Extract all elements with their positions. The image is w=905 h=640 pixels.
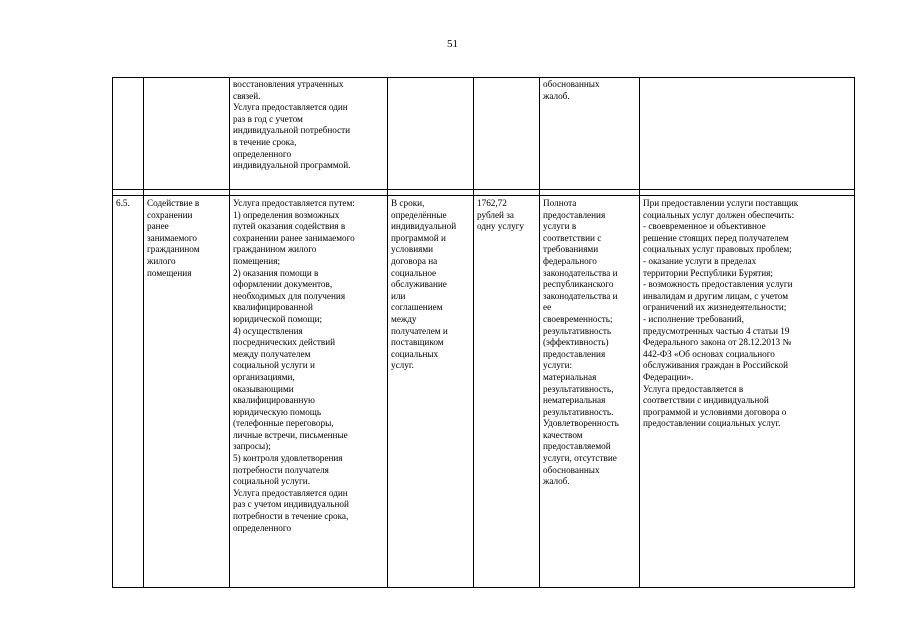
text-line: посреднических действий <box>233 337 336 348</box>
text-line: запросы); <box>233 441 271 452</box>
text-line: результативность <box>543 325 612 336</box>
text-line: условиями <box>391 244 434 255</box>
text-line: потребности в течение срока, <box>233 511 349 522</box>
text-line: в течение срока, <box>233 136 297 147</box>
text-line: предоставлении социальных услуг. <box>643 418 781 429</box>
text-line: необходимых для получения <box>233 290 346 301</box>
text-line: получателем и <box>391 325 448 336</box>
text-line: республиканского <box>543 279 614 290</box>
cell-indicators <box>540 78 640 190</box>
text-line: помещения; <box>233 255 280 266</box>
text-line: определенного <box>233 148 292 159</box>
text-line: обслуживание <box>391 279 447 290</box>
text-line: организациями, <box>233 371 295 382</box>
text-line: ранее <box>147 221 169 232</box>
text-line: Содействие в <box>147 198 200 208</box>
text-line: 1762,72 <box>477 198 507 208</box>
text-line: 4) осуществления <box>233 325 303 336</box>
text-line: Федерации». <box>643 371 694 382</box>
text-line: Федерального закона от 28.12.2013 № <box>643 337 792 348</box>
text-line: - своевременное и объективное <box>643 221 766 232</box>
text-line: помещения <box>147 267 192 278</box>
text-line: социальное <box>391 267 437 278</box>
text-line: социальной услуги. <box>233 476 310 487</box>
text-line: обоснованных <box>543 464 600 475</box>
text-line: одну услугу <box>477 221 525 232</box>
text-line: путей оказания содействия в <box>233 221 346 232</box>
text-line: гражданином жилого <box>233 244 317 255</box>
cell-conditions <box>640 78 855 190</box>
text-line: Услуга предоставляется путем: <box>233 198 355 208</box>
cell-service-name <box>144 196 230 588</box>
cell-service-name <box>144 78 230 190</box>
text-line: оказывающими <box>233 383 294 394</box>
text-line: 442-ФЗ «Об основах социального <box>643 348 775 359</box>
text-line: договора на <box>391 255 438 266</box>
text-line: сохранении <box>147 209 193 220</box>
cell-terms <box>388 196 474 588</box>
text-line: ограничений их жизнедеятельности; <box>643 302 787 313</box>
text-line: рублей за <box>477 209 514 220</box>
text-line: ее <box>543 302 552 313</box>
text-line: - исполнение требований, <box>643 313 744 324</box>
text-line: В сроки, <box>391 198 425 208</box>
text-line: поставщиком <box>391 337 444 348</box>
text-line: или <box>391 290 406 301</box>
text-line: предоставления <box>543 209 606 220</box>
text-line: обслуживания граждан в Российской <box>643 360 788 371</box>
text-line: индивидуальной потребности <box>233 125 351 136</box>
text-line: Услуга предоставляется один <box>233 102 348 113</box>
table-row-6-5 <box>113 196 855 588</box>
text-line: восстановления утраченных <box>233 79 344 89</box>
cell-description <box>230 78 388 190</box>
services-table <box>112 77 855 588</box>
text-line: Услуга предоставляется в <box>643 383 744 394</box>
text-line: соглашением <box>391 302 443 313</box>
text-line: определенного <box>233 522 292 533</box>
text-line: гражданином <box>147 244 200 255</box>
page-number: 51 <box>447 38 458 50</box>
text-line: Удовлетворенность <box>543 418 619 429</box>
cell-number <box>113 78 144 190</box>
text-line: юридическую помощь <box>233 406 322 417</box>
text-line: (эффективность) <box>543 337 609 348</box>
text-line: услуги, отсутствие <box>543 453 617 464</box>
text-line: законодательства и <box>543 267 618 278</box>
cell-terms <box>388 78 474 190</box>
text-line: результативность, <box>543 383 614 394</box>
text-line: обоснованных <box>543 79 600 89</box>
text-line: результативность. <box>543 406 614 417</box>
text-line: своевременность; <box>543 313 613 324</box>
table-row-continuation <box>113 78 855 190</box>
cell-description <box>230 196 388 588</box>
text-line: 1) определения возможных <box>233 209 340 220</box>
text-line: соответствии с <box>543 232 602 243</box>
text-line: юридической помощи; <box>233 313 323 324</box>
text-line: инвалидам и другим лицам, с учетом <box>643 290 789 301</box>
text-line: программой и условиями договора о <box>643 406 787 417</box>
text-line: между <box>391 313 417 324</box>
text-line: потребности получателя <box>233 464 329 475</box>
text-line: Полнота <box>543 198 577 208</box>
text-line: - возможность предоставления услуги <box>643 279 793 290</box>
text-line: связей. <box>233 90 261 101</box>
text-line: законодательства и <box>543 290 618 301</box>
text-line: услуги в <box>543 221 577 232</box>
text-line: занимаемого <box>147 232 197 243</box>
text-line: (телефонные переговоры, <box>233 418 334 429</box>
cell-tariff <box>474 78 540 190</box>
text-line: предоставления <box>543 348 606 359</box>
text-line: жилого <box>147 255 176 266</box>
text-line: услуг. <box>391 360 414 371</box>
text-line: определённые <box>391 209 447 220</box>
text-line: соответствии с индивидуальной <box>643 395 769 406</box>
text-line: сохранении ранее занимаемого <box>233 232 355 243</box>
text-line: 2) оказания помощи в <box>233 267 319 278</box>
text-line: 5) контроля удовлетворения <box>233 453 343 464</box>
text-line: квалифицированную <box>233 395 315 406</box>
text-line: личные встречи, письменные <box>233 429 348 440</box>
text-line: материальная <box>543 371 597 382</box>
text-line: федерального <box>543 255 597 266</box>
text-line: требованиями <box>543 244 599 255</box>
cell-indicators <box>540 196 640 588</box>
cell-number <box>113 196 144 588</box>
text-line: социальных услуг должен обеспечить: <box>643 209 795 220</box>
text-line: индивидуальной программой. <box>233 160 351 171</box>
text-line: оформлении документов, <box>233 279 333 290</box>
text-line: - оказание услуги в пределах <box>643 255 757 266</box>
text-line: предусмотренных частью 4 статьи 19 <box>643 325 790 336</box>
text-line: качеством <box>543 429 583 440</box>
text-line: решение стоящих перед получателем <box>643 232 789 243</box>
text-line: нематериальная <box>543 395 606 406</box>
text-line: Услуга предоставляется один <box>233 487 348 498</box>
text-line: индивидуальной <box>391 221 457 232</box>
text-line: жалоб. <box>543 90 570 101</box>
row-number: 6.5. <box>116 198 130 208</box>
text-line: жалоб. <box>543 476 570 487</box>
text-line: социальных услуг правовых проблем; <box>643 244 792 255</box>
text-line: между получателем <box>233 348 311 359</box>
text-line: квалифицированной <box>233 302 313 313</box>
text-line: услуги: <box>543 360 573 371</box>
cell-conditions <box>640 196 855 588</box>
text-line: раз в год с учетом <box>233 113 303 124</box>
text-line: раз с учетом индивидуальной <box>233 499 349 510</box>
text-line: территории Республики Бурятия; <box>643 267 773 278</box>
text-line: При предоставлении услуги поставщик <box>643 198 799 208</box>
text-line: предоставляемой <box>543 441 611 452</box>
text-line: социальной услуги и <box>233 360 315 371</box>
text-line: социальных <box>391 348 439 359</box>
cell-tariff <box>474 196 540 588</box>
text-line: программой и <box>391 232 446 243</box>
